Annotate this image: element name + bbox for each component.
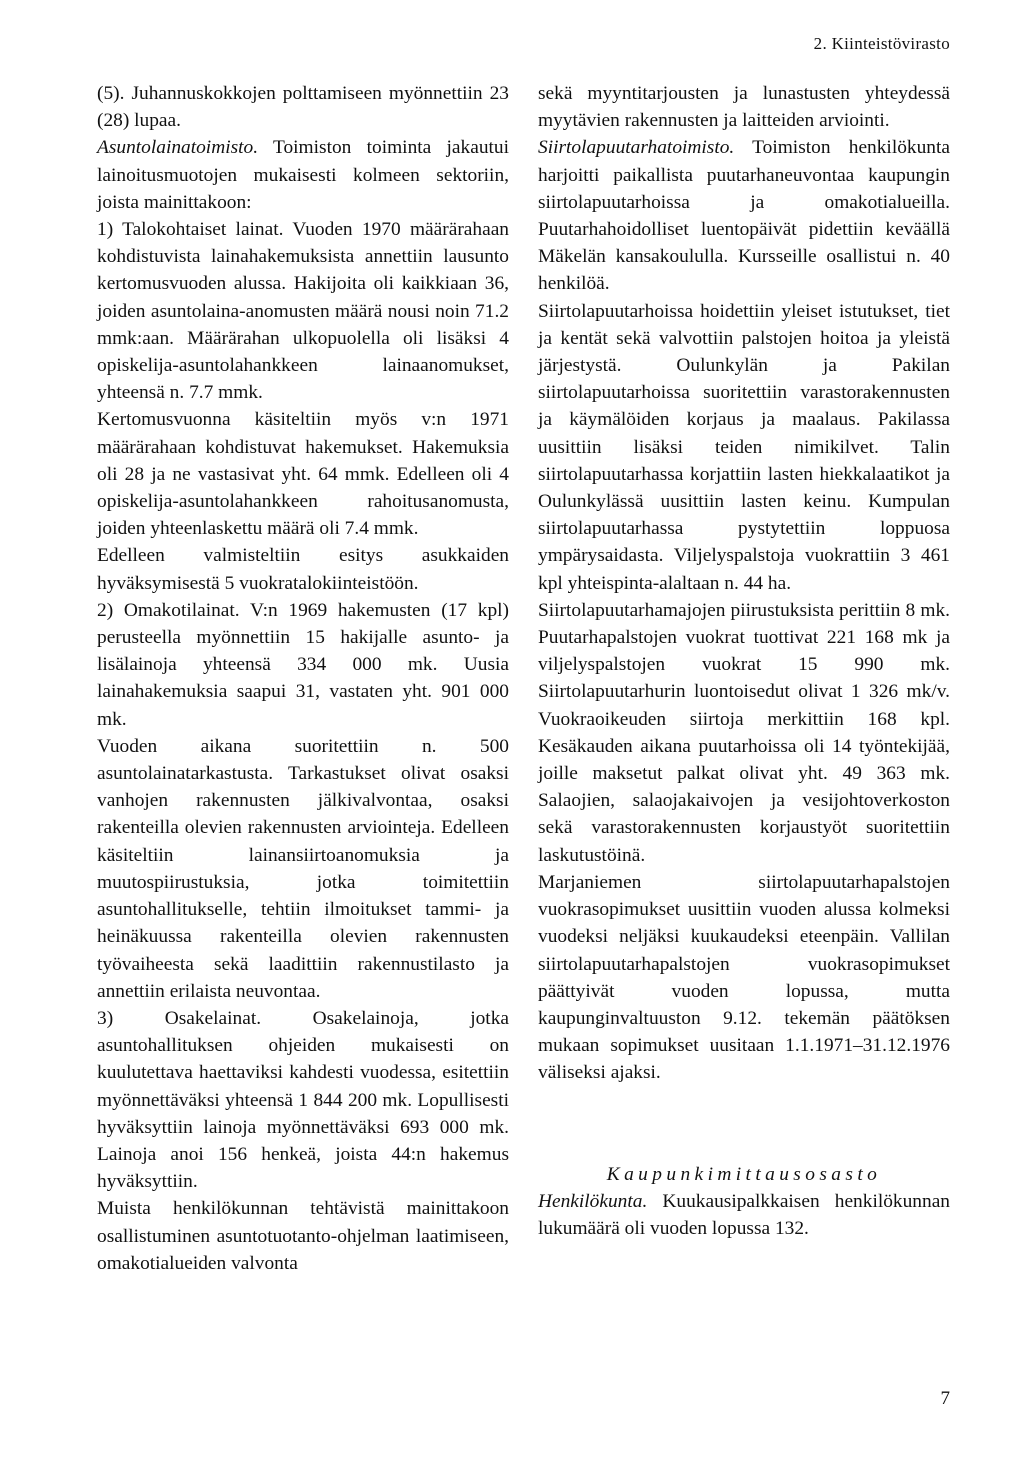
paragraph: Muista henkilökunnan tehtävistä mainittakoon osallistuminen asuntotuotanto-ohjelman laatimiseen, omakotialueiden valvonta xyxy=(97,1198,509,1274)
paragraph: 3) Osakelainat. Osakelainoja, jotka asuntohallituksen ohjeiden mukaisesti on kuulutettava haettaviksi kahdesti vuodessa, esitettiin myönnettäväksi yhteensä 1 844 200 mk. Lopullisesti hyväksyttiin lainoja myönnettäväksi 693 000 mk. Lainoja anoi 156 henkeä, joista 44:n hakemus hyväksyttiin. xyxy=(97,1007,509,1193)
paragraph xyxy=(538,1188,950,1242)
running-header: 2. Kiinteistövirasto xyxy=(813,34,950,53)
left-column xyxy=(97,80,509,1277)
paragraph-heading: Asuntolainatoimisto. xyxy=(97,137,259,159)
paragraph: Marjaniemen siirtolapuutarhapalstojen vuokrasopimukset uusittiin vuoden alussa kolmeksi vuodeksi neljäksi kuukaudeksi eteenpäin. Vallilan siirtolapuutarhapalstojen vuokrasopimukset päättyivät vuoden lopussa, mutta kaupunginvaltuuston 9.12. tekemän päätöksen mukaan sopimukset uusitaan 1.1.1971–31.12.1976 väliseksi ajaksi. xyxy=(538,871,950,1084)
paragraph: Edelleen valmisteltiin esitys asukkaiden hyväksymisestä 5 vuokratalokiinteistöön. xyxy=(97,545,509,594)
section-heading: Kaupunkimittausosasto xyxy=(606,1163,882,1185)
paragraph: Siirtolapuutarhamajojen piirustuksista perittiin 8 mk. Puutarhapalstojen vuokrat tuottivat 221 168 mk ja viljelyspalstojen vuokrat 15 990 mk. Siirtolapuutarhurin luontoisedut olivat 1 326 mk/v. Vuokraoikeuden siirtoja merkittiin 168 kpl. Kesäkauden aikana puutarhoissa oli 14 työntekijää, joille maksetut palkat olivat yht. 49 363 mk. Salaojien, salaojakaivojen ja vesijohtoverkoston sekä varastorakennusten korjaustyöt suoritettiin laskutustöinä. xyxy=(538,599,950,866)
paragraph: Vuoden aikana suoritettiin n. 500 asuntolainatarkastusta. Tarkastukset olivat osaksi vanhojen rakennusten jälkivalvontaa, osaksi rakenteilla olevien rakennusten arviointeja. Edelleen käsiteltiin lainansiirtoanomuksia ja muutospiirustuksia, jotka toimitettiin asuntohallitukselle, tehtiin ilmoitukset tammi- ja heinäkuussa rakenteilla olevien rakennusten työvaiheesta sekä laadittiin rakennustilasto ja annettiin erilaista neuvontaa. xyxy=(97,735,509,1002)
paragraph-body: Kuukausipalkkaisen henkilökunnan lukumäärä oli vuoden lopussa 132. xyxy=(538,1190,950,1239)
spacer xyxy=(538,1087,950,1161)
paragraph xyxy=(538,134,950,297)
paragraph xyxy=(97,134,509,216)
paragraph: 1) Talokohtaiset lainat. Vuoden 1970 määrärahaan kohdistuvista lainahakemuksista annettiin lausunto kertomusvuoden alussa. Hakijoita oli kaikkiaan 36, joiden asuntolaina-anomusten määrä nousi noin 71.2 mmk:aan. Määrärahan ulkopuolella oli lisäksi 4 opiskelija-asuntolahankkeen lainaanomukset, yhteensä n. 7.7 mmk. xyxy=(97,219,509,404)
page-number: 7 xyxy=(940,1388,950,1409)
paragraph: Kertomusvuonna käsiteltiin myös v:n 1971 määrärahaan kohdistuvat hakemukset. Hakemuksia oli 28 ja ne vastasivat yht. 64 mmk. Edelleen oli 4 opiskelija-asuntolahankkeen rahoitusanomusta, joiden yhteenlaskettu määrä oli 7.4 mmk. xyxy=(97,409,509,540)
paragraph-body: Toimiston henkilökunta harjoitti paikallista puutarhaneuvontaa kaupungin siirtolapuutarhoissa ja omakotialueilla. Puutarhahoidolliset luentopäivät pidettiin keväällä Mäkelän kansakoululla. Kursseille osallistui n. 40 henkilöä. xyxy=(538,137,950,295)
paragraph: Siirtolapuutarhoissa hoidettiin yleiset istutukset, tiet ja kentät sekä valvottiin palstojen hoitoa ja yleistä järjestystä. Oulunkylän ja Pakilan siirtolapuutarhoissa suoritettiin varastorakennusten ja käymälöiden korjaus ja maalaus. Pakilassa uusittiin lisäksi teiden nimikilvet. Talin siirtolapuutarhassa korjattiin lasten hiekkalaatikot ja Oulunkylässä uusittiin lasten keinu. Kumpulan siirtolapuutarhassa pystytettiin loppuosa ympärysaidasta. Viljelyspalstoja vuokrattiin 3 461 kpl yhteispinta-alaltaan n. 44 ha. xyxy=(538,300,950,594)
paragraph: 2) Omakotilainat. V:n 1969 hakemusten (17 kpl) perusteella myönnettiin 15 hakijalle asunto- ja lisälainoja yhteensä 334 000 mk. Uusia lainahakemuksia saapui 31, vastaten yht. 901 000 mk. xyxy=(97,599,509,730)
paragraph: (5). Juhannuskokkojen polttamiseen myönnettiin 23 (28) lupaa. xyxy=(97,83,509,132)
paragraph: sekä myyntitarjousten ja lunastusten yhteydessä myytävien rakennusten ja laitteiden arviointi. xyxy=(538,83,950,132)
paragraph-heading: Siirtolapuutarhatoimisto. xyxy=(538,137,735,159)
right-column xyxy=(538,80,950,1242)
paragraph-heading: Henkilökunta. xyxy=(538,1190,648,1212)
paragraph-body: Toimiston toiminta jakautui lainoitusmuotojen mukaisesti kolmeen sektoriin, joista mainittakoon: xyxy=(97,137,509,213)
